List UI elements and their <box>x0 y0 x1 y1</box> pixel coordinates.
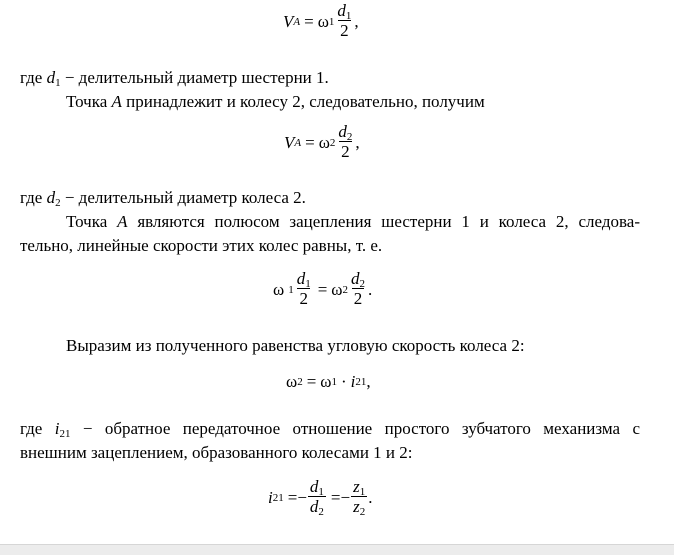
fraction-d2-over-2: $\frac{d_2}{2}$ <box>351 269 365 308</box>
fraction-d1-over-d2: $\frac{d_1}{d_2}$ <box>309 477 324 518</box>
fraction-d1-over-2: $\frac{d_1}{2}$ <box>296 269 311 308</box>
equation-i21-ratio: i 21 = − $\frac{d_1}{d_2}$ = − $\frac{z_1}{z_2}$ . <box>268 477 373 518</box>
paragraph-i21-definition-line2: внешним зацеплением, образованного колесами 1 и 2: <box>20 443 413 462</box>
window-bottom-edge <box>0 544 674 555</box>
paragraph-express-angular-speed: Выразим из полученного равенства угловую скорость колеса 2: <box>66 336 525 355</box>
equation-omega2: ω 2 = ω 1 · i 21 , <box>286 372 371 391</box>
paragraph-pitch-point-line2: тельно, линейные скорости этих колес равны, т. е. <box>20 236 383 255</box>
paragraph-pitch-point-line1: Точка A являются полюсом зацепления шестерни 1 и колеса 2, следова- <box>66 212 640 231</box>
equation-va-omega1: V A = ω 1 $\frac{d_1}{2}$ , <box>283 1 359 40</box>
fraction-z1-over-z2: $\frac{z_1}{z_2}$ <box>353 477 366 518</box>
fraction-d2-over-2: $\frac{d_2}{2}$ <box>338 122 353 161</box>
fraction-d1-over-2: $\frac{d_1}{2}$ <box>337 1 352 40</box>
equation-va-omega2: V A = ω 2 $\frac{d_2}{2}$ , <box>284 122 360 161</box>
equation-linear-speeds-equal: ω 1 $\frac{d_1}{2}$ = ω 2 $\frac{d_2}{2}$ . <box>273 269 373 308</box>
paragraph-i21-definition-line1: где $i_{21}$ − обратное передаточное отношение простого зубчатого механизма с <box>20 419 640 440</box>
paragraph-point-a-wheel2: Точка A принадлежит и колесу 2, следовательно, получим <box>66 92 485 111</box>
paragraph-d2-definition: где $d_2$ − делительный диаметр колеса 2. <box>20 188 306 209</box>
paragraph-d1-definition: где $d_1$ − делительный диаметр шестерни 1. <box>20 68 329 89</box>
